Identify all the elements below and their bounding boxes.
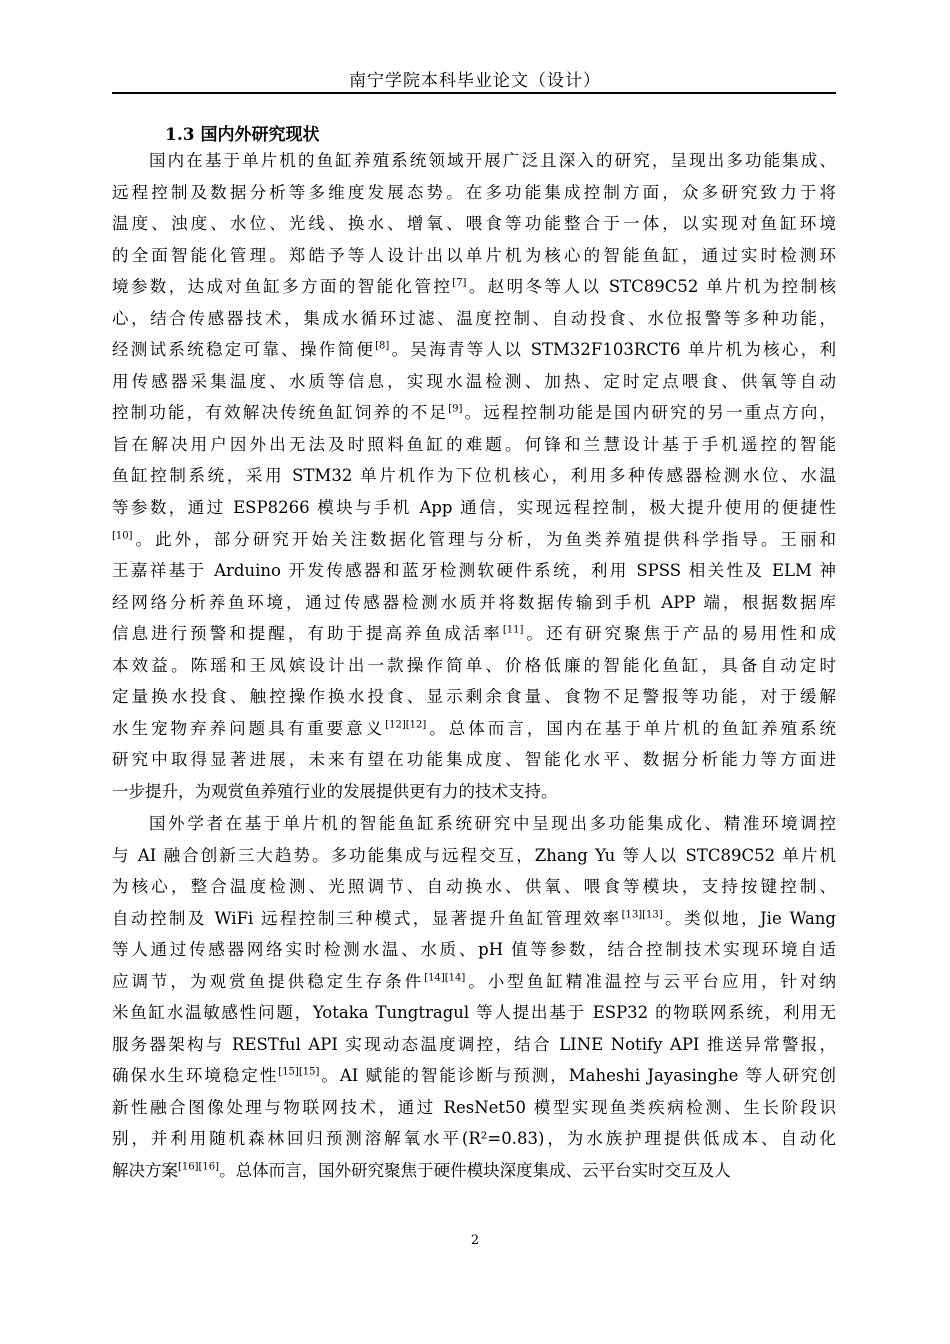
text-line: 研究中取得显著进展，未来有望在功能集成度、智能化水平、数据分析能力等方面进 <box>112 750 836 770</box>
text-line: 温度、浊度、水位、光线、换水、增氧、喂食等功能整合于一体，以实现对鱼缸环境 <box>112 214 836 234</box>
text-line: 一步提升，为观赏鱼养殖行业的发展提供更有力的技术支持。 <box>112 781 558 801</box>
text-line: 国外学者在基于单片机的智能鱼缸系统研究中呈现出多功能集成化、精准环境调控 <box>149 814 836 833</box>
text-line: 境参数，达成对鱼缸多方面的智能化管控[7]。赵明冬等人以 STC89C52 单片机为控制核 <box>112 277 836 297</box>
text-line: [10]。此外，部分研究开始关注数据化管理与分析，为鱼类养殖提供科学指导。王丽和 <box>112 529 836 549</box>
running-header: 南宁学院本科毕业论文（设计） <box>349 71 601 91</box>
page-number: 2 <box>470 1233 480 1248</box>
text-line: 经网络分析养鱼环境，通过传感器检测水质并将数据传输到手机 APP 端，根据数据库 <box>112 592 836 612</box>
text-line: 国内在基于单片机的鱼缸养殖系统领域开展广泛且深入的研究，呈现出多功能集成、 <box>149 151 836 170</box>
text-line: 信息进行预警和提醒，有助于提高养鱼成活率[11]。还有研究聚焦于产品的易用性和成 <box>112 624 836 644</box>
text-line: 别，并利用随机森林回归预测溶解氧水平(R²=0.83)，为水族护理提供低成本、自动化 <box>112 1129 836 1149</box>
text-line: 经测试系统稳定可靠、操作简便[8]。吴海青等人以 STM32F103RCT6 单片机为核心，利 <box>112 340 836 360</box>
text-line: 自动控制及 WiFi 远程控制三种模式，显著提升鱼缸管理效率[13][13]。类似地，Jie Wang <box>112 908 836 928</box>
text-line: 定量换水投食、触控操作换水投食、显示剩余食量、食物不足警报等功能，对于缓解 <box>112 687 836 707</box>
text-line: 米鱼缸水温敏感性问题，Yotaka Tungtragul 等人提出基于 ESP32 的物联网系统，利用无 <box>112 1003 836 1023</box>
text-line: 鱼缸控制系统，采用 STM32 单片机作为下位机核心，利用多种传感器检测水位、水温 <box>112 466 836 486</box>
text-line: 水生宠物弃养问题具有重要意义[12][12]。总体而言，国内在基于单片机的鱼缸养殖系统 <box>112 718 836 738</box>
text-line: 为核心，整合温度检测、光照调节、自动换水、供氧、喂食等模块，支持按键控制、 <box>112 877 836 897</box>
text-line: 新性融合图像处理与物联网技术，通过 ResNet50 模型实现鱼类疾病检测、生长阶段识 <box>112 1097 836 1117</box>
text-line: 王嘉祥基于 Arduino 开发传感器和蓝牙检测软硬件系统，利用 SPSS 相关性及 ELM 神 <box>112 561 836 581</box>
paragraph-foreign-research <box>112 808 836 1187</box>
text-line: 等参数，通过 ESP8266 模块与手机 App 通信，实现远程控制，极大提升使用的便捷性 <box>112 498 836 518</box>
text-line: 应调节，为观赏鱼提供稳定生存条件[14][14]。小型鱼缸精准温控与云平台应用，针对纳 <box>112 971 836 991</box>
text-line: 等人通过传感器网络实时检测水温、水质、pH 值等参数，结合控制技术实现环境自适 <box>112 940 836 960</box>
text-line: 解决方案[16][16]。总体而言，国外研究聚焦于硬件模块深度集成、云平台实时交互及人 <box>112 1161 731 1181</box>
section-heading: 1.3 国内外研究现状 <box>165 125 320 145</box>
text-line: 服务器架构与 RESTful API 实现动态温度调控，结合 LINE Notify API 推送异常警报， <box>112 1034 836 1054</box>
header-rule <box>112 92 836 94</box>
text-line: 远程控制及数据分析等多维度发展态势。在多功能集成控制方面，众多研究致力于将 <box>112 182 836 202</box>
text-line: 旨在解决用户因外出无法及时照料鱼缸的难题。何锋和兰慧设计基于手机遥控的智能 <box>112 434 836 454</box>
text-line: 的全面智能化管理。郑皓予等人设计出以单片机为核心的智能鱼缸，通过实时检测环 <box>112 245 836 265</box>
text-line: 确保水生环境稳定性[15][15]。AI 赋能的智能诊断与预测，Maheshi Jayasinghe 等人研究创 <box>112 1066 836 1086</box>
text-line: 与 AI 融合创新三大趋势。多功能集成与远程交互，Zhang Yu 等人以 STC89C52 单片机 <box>112 845 836 865</box>
paragraph-domestic-research <box>112 145 836 807</box>
text-line: 心，结合传感器技术，集成水循环过滤、温度控制、自动投食、水位报警等多种功能， <box>112 308 836 328</box>
text-line: 本效益。陈瑶和王凤嫔设计出一款操作简单、价格低廉的智能化鱼缸，具备自动定时 <box>112 655 836 675</box>
text-line: 控制功能，有效解决传统鱼缸饲养的不足[9]。远程控制功能是国内研究的另一重点方向， <box>112 403 836 423</box>
text-line: 用传感器采集温度、水质等信息，实现水温检测、加热、定时定点喂食、供氧等自动 <box>112 371 836 391</box>
